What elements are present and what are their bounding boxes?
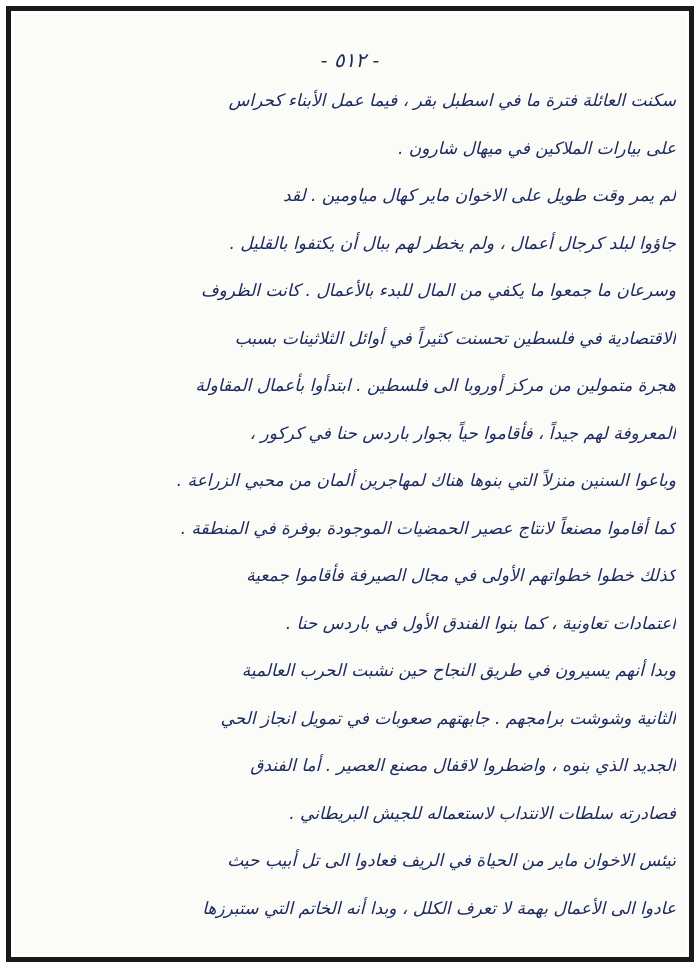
text-line: الاقتصادية في فلسطين تحسنت كثيراً في أوائل الثلاثينات بسبب xyxy=(234,328,676,349)
text-line: عادوا الى الأعمال بهمة لا تعرف الكلل ، وبدا أنه الخاتم التي ستبرزها xyxy=(202,898,676,919)
handwritten-text-body xyxy=(40,78,676,933)
text-line: وبدا أنهم يسيرون في طريق النجاح حين نشبت الحرب العالمية xyxy=(241,661,676,681)
text-line: على بيارات الملاكين في ميهال شارون . xyxy=(397,138,676,159)
text-line: كما أقاموا مصنعاً لانتاج عصير الحمضيات الموجودة بوفرة في المنطقة . xyxy=(180,518,676,539)
text-line: هجرة متمولين من مركز أوروبا الى فلسطين . ابتدأوا بأعمال المقاولة xyxy=(195,376,676,396)
text-line: وسرعان ما جمعوا ما يكفي من المال للبدء بالأعمال . كانت الظروف xyxy=(200,281,676,301)
text-line: كذلك خطوا خطواتهم الأولى في مجال الصيرفة فأقاموا جمعية xyxy=(246,566,676,586)
text-line: الثانية وشوشت برامجهم . جابهتهم صعوبات في تمويل انجاز الحي xyxy=(220,708,676,729)
text-line: الجديد الذي بنوه ، واضطروا لاقفال مصنع العصير . أما الفندق xyxy=(250,756,676,776)
text-line: جاؤوا لبلد كرجال أعمال ، ولم يخطر لهم ببال أن يكتفوا بالقليل . xyxy=(229,233,676,254)
text-line: وباعوا السنين منزلاً التي بنوها هناك لمهاجرين ألمان من محبي الزراعة . xyxy=(176,471,676,491)
text-line: المعروفة لهم جيداً ، فأقاموا حياً بجوار باردس حنا في كركور ، xyxy=(249,423,676,444)
text-line: فصادرته سلطات الانتداب لاستعماله للجيش البريطاني . xyxy=(289,803,676,824)
text-line: اعتمادات تعاونية ، كما بنوا الفندق الأول في باردس حنا . xyxy=(285,613,676,634)
page-number: - ٥١٢ - xyxy=(320,48,380,72)
text-line: تيئس الاخوان ماير من الحياة في الريف فعادوا الى تل أبيب حيث xyxy=(227,851,676,871)
text-line: لم يمر وقت طويل على الاخوان ماير كهال مياومين . لقد xyxy=(282,186,676,206)
text-line: سكنت العائلة فترة ما في اسطبل بقر ، فيما عمل الأبناء كحراس xyxy=(228,91,676,111)
